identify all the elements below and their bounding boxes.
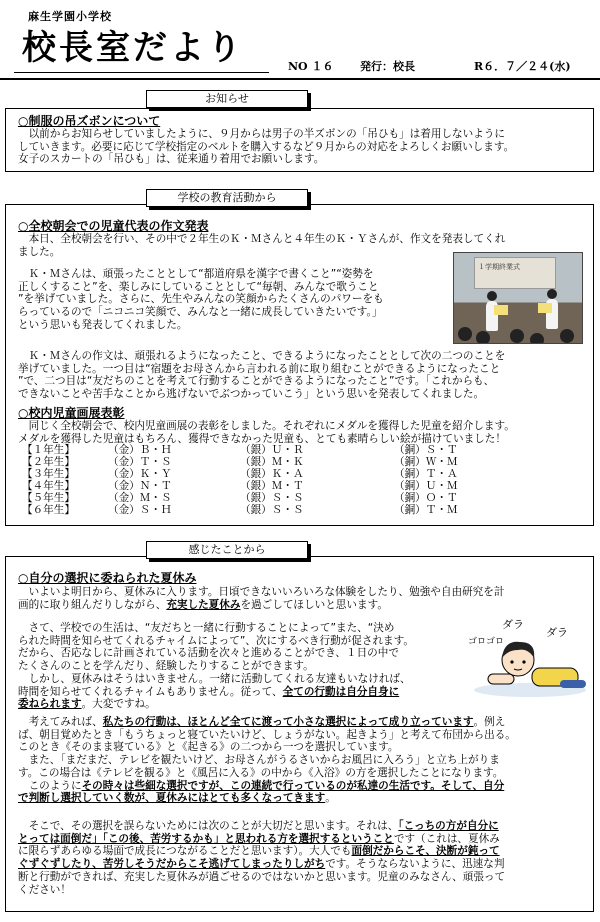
- art-title: ○校内児童画展表彰: [18, 406, 125, 420]
- medal-row: [22, 468, 514, 480]
- thoughts-p4-line: 断と行動ができれば、充実した夏休みが過ごせるのではないかと思います。児童のみなさん、頑張って: [18, 870, 506, 883]
- assembly-p1-line: ”を挙げていました。さらに、先生やみんなの笑顔からたくさんのパワーをも: [18, 293, 384, 306]
- lazy-child-illustration: [462, 612, 588, 700]
- emphasis-troublesome: 「こっちの方が自分に: [398, 820, 499, 832]
- medal-gold-cell: （金）Ｂ・Ｈ: [108, 444, 172, 456]
- medal-grade-cell: 【３年生】: [22, 468, 75, 480]
- thoughts-p2-line: さて、学校での生活は、“友だちと一緒に行動することによって”また、“決め: [18, 622, 395, 634]
- thoughts-paragraph-1: [18, 586, 583, 611]
- assembly-photo: [453, 252, 583, 344]
- medal-silver-cell: （銀）Ｓ・Ｓ: [240, 492, 304, 504]
- publisher: 発行：校長: [360, 60, 415, 73]
- emphasis-summer: 充実した夏休み: [166, 598, 241, 611]
- assembly-p1-line: らっているので「ニコニコ笑顔で、みんなと一緒に成長していきたいです。」: [18, 306, 383, 319]
- medal-bronze-cell: （銅）Ｓ・Ｔ: [394, 444, 458, 456]
- medal-grade-cell: 【５年生】: [22, 492, 75, 504]
- child-legs: [560, 680, 586, 688]
- thoughts-paragraph-2: [18, 622, 458, 711]
- medal-silver-cell: （銀）Ｍ・Ｋ: [240, 456, 304, 468]
- art-intro-line: メダルを獲得した児童はもちろん、獲得できなかった児童も、とても素晴らしい絵が描けていました！: [18, 432, 506, 445]
- essay-sheet-2: [538, 303, 552, 313]
- medal-table: [22, 444, 514, 516]
- thoughts-p2-line: 委ねられます。大変ですね。: [18, 698, 156, 711]
- newsletter-header: [6, 4, 594, 78]
- thoughts-p2-line: しかし、夏休みはそうはいきません。一緒に活動してくれる友達もいなければ、: [18, 672, 411, 685]
- audience-head: [510, 329, 524, 343]
- medal-gold-cell: （金）Ｎ・Ｔ: [108, 480, 172, 492]
- audience-head: [476, 331, 490, 344]
- medal-bronze-cell: （銅）Ｔ・Ａ: [394, 468, 458, 480]
- medal-silver-cell: （銀）Ｓ・Ｓ: [240, 504, 304, 516]
- assembly-intro-line: 本日、全校朝会を行い、その中で２年生のＫ・Ｍさんと４年生のＫ・Ｙさんが、作文を発表してくれ: [18, 233, 506, 245]
- emphasis-entrusted: 委ねられます: [18, 698, 82, 711]
- emphasis-self: 全ての行動は自分自身に: [282, 685, 400, 698]
- school-name: 麻生学園小学校: [28, 10, 112, 23]
- education-section-label: 学校の教育活動から: [146, 189, 308, 207]
- emphasis-escape: ぐずぐずしたり、苦労しそうだからこそ逃げてしまったりしがち: [18, 858, 326, 871]
- medal-silver-cell: （銀）Ｋ・Ａ: [240, 468, 304, 480]
- art-intro-line: 同じく全校朝会で、校内児童画展の表彰をしました。それぞれにメダルを獲得した児童を紹介します。: [18, 420, 515, 432]
- medal-row: [22, 480, 514, 492]
- child-arm: [488, 674, 514, 684]
- thoughts-p3-line: ば、朝目覚めたとき「もうちょっと寝ていたいけど、しょうがない。起きよう」と考えて布団から出る。: [18, 728, 516, 741]
- medal-row: [22, 444, 514, 456]
- assembly-paragraph-1: [18, 268, 450, 332]
- medal-bronze-cell: （銅）Ｏ・Ｔ: [394, 492, 458, 504]
- thoughts-p3-line: また、「まだまだ、テレビを観たいけど、お母さんがうるさいからお風呂に入ろう」と立ち上がりま: [18, 754, 500, 767]
- thoughts-paragraph-3: [18, 716, 583, 805]
- stage-board-text: １学期終業式: [478, 263, 520, 271]
- emphasis-daily-life: その時々は些細な選択ですが、この連続で行っているのが私達の生活です。そして、自分: [81, 779, 505, 792]
- newsletter-title: 校長室だより: [22, 28, 244, 68]
- emphasis-judgement: で判断し選択していく数が、夏休みにはとても多くなってきます: [18, 792, 326, 805]
- assembly-paragraph-2: [18, 350, 583, 401]
- medal-bronze-cell: （銅）Ｗ・Ｍ: [394, 456, 458, 468]
- thoughts-p4-line: そこで、その選択を誤らないためには次のことが大切だと思います。それは、「こっちの方が自分に: [18, 820, 499, 832]
- header-rule: [0, 78, 600, 80]
- medal-grade-cell: 【６年生】: [22, 504, 75, 516]
- art-intro: [18, 420, 583, 445]
- medal-grade-cell: 【２年生】: [22, 456, 75, 468]
- thoughts-p2-line: だから、否応なしに計画されている活動を次々と進めることができ、１日の中で: [18, 647, 399, 660]
- notice-line: していきます。必要に応じて学校指定のベルトを購入するなど９月からの対応をよろしくお願いします。: [18, 140, 515, 153]
- thoughts-p3-line: このとき《そのまま寝ている》と《起きる》の二つから一つを選択しています。: [18, 741, 399, 754]
- thoughts-p3-line: 考えてみれば、私たちの行動は、ほとんど全てに渡って小さな選択によって成り立っています。例え: [18, 716, 506, 728]
- child-eye: [510, 660, 513, 663]
- assembly-p2-line: 挙げていました。一つ目は“宿題をお母さんから言われる前に取り組むことができるようになったこと: [18, 362, 501, 375]
- thoughts-p1-line: 画的に取り組んだりしながら、充実した夏休みを過ごしてほしいと思います。: [18, 598, 388, 611]
- medal-gold-cell: （金）Ｍ・Ｓ: [108, 492, 172, 504]
- notice-line: 以前からお知らせしていましたように、９月からは男子の半ズボンの「吊ひも」は着用しないように: [18, 128, 505, 140]
- thoughts-p4-line: とっては面倒だ」「この後、苦労するかも」と思われる方を選択するということです（これは、夏休み: [18, 832, 500, 845]
- thoughts-section-label: 感じたことから: [146, 541, 308, 559]
- notice-body: [18, 128, 583, 166]
- audience-head: [560, 329, 574, 343]
- thoughts-p2-line: 時間を知らせてくれるチャイムもありません。従って、全ての行動は自分自身に: [18, 685, 400, 698]
- medal-row: [22, 456, 514, 468]
- medal-row: [22, 492, 514, 504]
- assembly-p2-line: Ｋ・Ｍさんの作文は、頑張れるようになったこと、できるようになったこととして次の二つのことを: [18, 350, 506, 362]
- notice-line: 女子のスカートの「吊ひも」は、従来通り着用でお願いします。: [18, 153, 325, 166]
- medal-gold-cell: （金）Ｓ・Ｈ: [108, 504, 172, 516]
- child-eye: [522, 660, 525, 663]
- medal-gold-cell: （金）Ｋ・Ｙ: [108, 468, 172, 480]
- notice-title: ○制服の吊ズボンについて: [18, 114, 161, 128]
- emphasis-choices: 私たちの行動は、ほとんど全てに渡って小さな選択によって成り立っています: [102, 716, 474, 728]
- thoughts-p3-line: す。この場合は《テレビを観る》と《風呂に入る》の中から《入浴》の方を選択したことになります。: [18, 766, 504, 779]
- medal-gold-cell: （金）Ｔ・Ｓ: [108, 456, 172, 468]
- illus-text-dara-1: ダラ: [502, 618, 524, 631]
- issue-number: NO １６: [288, 60, 334, 73]
- assembly-title: ○全校朝会での児童代表の作文発表: [18, 219, 209, 233]
- essay-sheet-1: [494, 305, 508, 315]
- thoughts-p3-line: で判断し選択していく数が、夏休みにはとても多くなってきます。: [18, 792, 336, 805]
- medal-silver-cell: （銀）Ｕ・Ｒ: [240, 444, 304, 456]
- medal-grade-cell: 【４年生】: [22, 480, 75, 492]
- assembly-intro-line: ました。: [18, 245, 61, 258]
- assembly-p1-line: 正しくすること”を、楽しみにしていることとして“毎朝、みんなで歌うこと: [18, 280, 379, 293]
- thoughts-p4-line: ぐずぐずしたり、苦労しそうだからこそ逃げてしまったりしがちです。そうならないように、迅速な判: [18, 858, 505, 871]
- medal-bronze-cell: （銅）Ｕ・Ｍ: [394, 480, 458, 492]
- audience-head: [458, 327, 472, 341]
- thoughts-p4-line: に限らずあらゆる場面で成長につながることだと思います）。大人でも面倒だからこそ、決断が鈍って: [18, 845, 500, 858]
- issue-date: R６．７／２４(水): [474, 60, 571, 73]
- medal-silver-cell: （銀）Ｍ・Ｔ: [240, 480, 304, 492]
- audience-head: [530, 333, 544, 344]
- thoughts-p2-line: られた時間を知らせてくれるチャイムによって”、次にするべき行動が促されます。: [18, 634, 414, 647]
- assembly-p2-line: ”で、二つ目は“友だちのことを考えて行動することができるようになったこと”です。「これからも、: [18, 375, 495, 388]
- thoughts-paragraph-4: [18, 820, 583, 896]
- thoughts-p2-line: たくさんのことを学んだり、経験したりすることができます。: [18, 660, 314, 673]
- emphasis-hesitate: 面倒だからこそ、決断が鈍って: [351, 845, 500, 858]
- illus-text-dara-2: ダラ: [546, 626, 568, 639]
- title-underline: [14, 72, 269, 73]
- notice-section-label: お知らせ: [146, 90, 308, 108]
- thoughts-p3-line: このようにその時々は些細な選択ですが、この連続で行っているのが私達の生活です。そして、自分: [18, 779, 505, 792]
- thoughts-p4-line: ください！: [18, 883, 71, 896]
- illus-text-gorogoro: ゴロゴロ: [468, 637, 505, 647]
- thoughts-title: ○自分の選択に委ねられた夏休み: [18, 571, 197, 585]
- thoughts-p1-line: いよいよ明日から、夏休みに入ります。日頃できないいろいろな体験をしたり、勉強や自由研究を計: [18, 586, 505, 598]
- emphasis-hard-way: とっては面倒だ」「この後、苦労するかも」と思われる方を選択するということ: [18, 832, 394, 845]
- assembly-p2-line: できないことや苦手なことから逃げないでぶつかっていこう」という思いを発表してくれました。: [18, 388, 485, 401]
- assembly-p1-line: Ｋ・Ｍさんは、頑張ったこととして“都道府県を漢字で書くこと”“姿勢を: [18, 268, 374, 280]
- assembly-p1-line: という思いも発表してくれました。: [18, 318, 188, 331]
- medal-bronze-cell: （銅）Ｔ・Ｍ: [394, 504, 458, 516]
- medal-grade-cell: 【１年生】: [22, 444, 75, 456]
- stage-board: [474, 257, 556, 289]
- medal-row: [22, 504, 514, 516]
